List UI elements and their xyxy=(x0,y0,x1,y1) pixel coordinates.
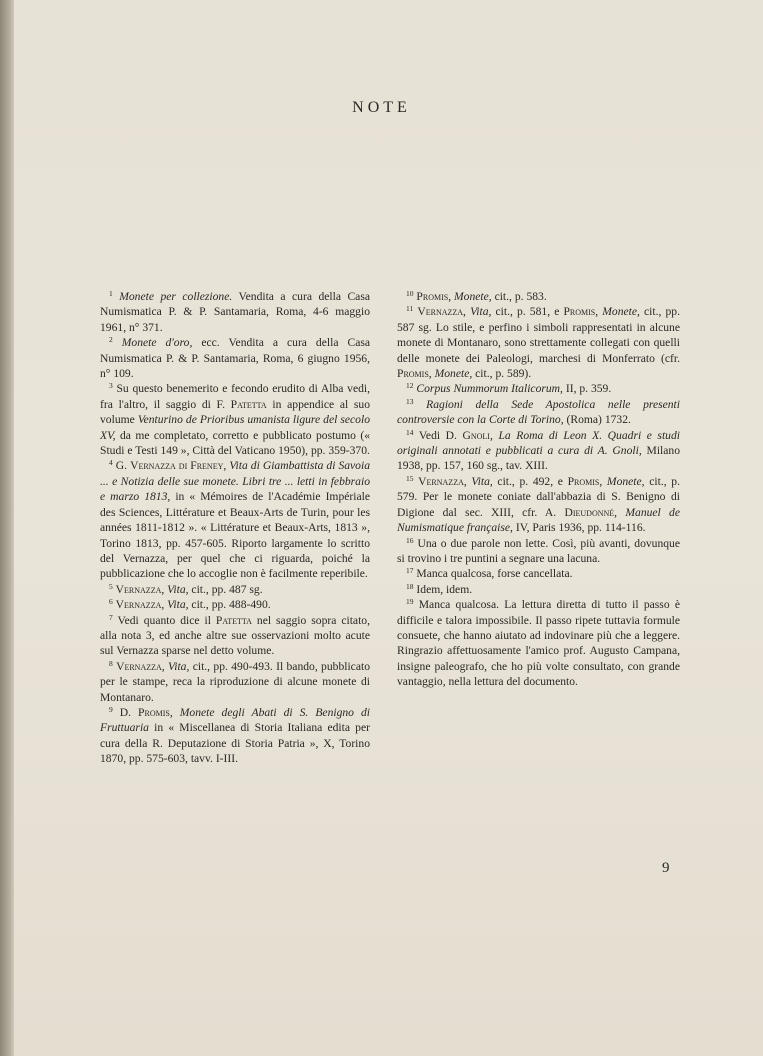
footnote-16: $^{16}$ Una o due parole non lette. Così, più avanti, dovunque si trovino i tre puntini a segnare una lacuna. xyxy=(397,535,680,565)
footnote-4: $^4$ G. Vernazza di Freney, Vita di Giambattista di Savoia ... e Notizia delle sue monete. Libri tre ... letti in febbraio e marzo 1813, in « Mémoires de l'Académie Impériale des Sciences, Littérature et Beaux-Arts de Turin, pour les années 1811-1812 ». « Littérature et Beaux-Arts, 1813 », Torino 1813, pp. 457-605. Riporto largamente lo scritto del Vernazza, per quel che ci riguarda, poiché la pubblicazione che lo accoglie non è facilmente reperibile. xyxy=(100,458,371,581)
footnote-5: $^5$ Vernazza, Vita, cit., pp. 487 sg. xyxy=(109,581,263,596)
footnote-1: $^1$ Monete per collezione. Vendita a cura della Casa Numismatica P. & P. Santamaria, Roma, 4-6 maggio 1961, n° 371. xyxy=(100,289,370,334)
footnote-13: $^{13}$ Ragioni della Sede Apostolica nelle presenti controversie con la Corte di Torino, (Roma) 1732. xyxy=(397,396,680,427)
footnote-18: $^{18}$ Idem, idem. xyxy=(406,581,473,596)
notes-column-right xyxy=(397,289,680,690)
page-number: 9 xyxy=(662,860,670,876)
footnote-17: $^{17}$ Manca qualcosa, forse cancellata. xyxy=(406,566,573,581)
footnote-6: $^6$ Vernazza, Vita, cit., pp. 488-490. xyxy=(109,597,271,612)
footnote-8: $^8$ Vernazza, Vita, cit., pp. 490-493. Il bando, pubblicato per le stampe, reca la riproduzione di alcune monete di Montanaro. xyxy=(100,658,370,704)
footnote-10: $^{10}$ Promis, Monete, cit., p. 583. xyxy=(406,289,547,303)
footnote-14: $^{14}$ Vedi D. Gnoli, La Roma di Leon X. Quadri e studi originali annotati e pubblicati a cura di A. Gnoli, Milano 1938, pp. 157, 160 sg., tav. XIII. xyxy=(397,427,680,473)
footnote-19: $^{19}$ Manca qualcosa. La lettura diretta di tutto il passo è difficile e talora impossibile. Il passo ripete tuttavia formule consuete, che hanno aiutato ad indovinare più che a leggere. Ringrazio affettuosamente l'amico prof. Augusto Campana, insigne paleografo, che ho più volte consultato, con grande vantaggio, nella lettura del documento. xyxy=(397,597,680,689)
footnote-15: $^{15}$ Vernazza, Vita, cit., p. 492, e Promis, Monete, cit., p. 579. Per le monete coniate dall'abbazia di S. Benigno di Digione dal sec. XIII, cfr. A. Dieudonné, Manuel de Numismatique française, IV, Paris 1936, pp. 114-116. xyxy=(397,473,680,535)
footnote-9: $^9$ D. Promis, Monete degli Abati di S. Benigno di Fruttuaria in « Miscellanea di Storia Italiana edita per cura della R. Deputazione di Storia Patria », X, Torino 1870, pp. 575-603, tavv. I-III. xyxy=(100,704,370,766)
footnote-11: $^{11}$ Vernazza, Vita, cit., p. 581, e Promis, Monete, cit., pp. 587 sg. Lo stile, e perfino i simboli rappresentati in alcune monete di Montanaro, sono strettamente collegati con quelli delle monete dei Paleologi, marchesi di Monferrato (cfr. Promis, Monete, cit., p. 589). xyxy=(397,304,680,381)
footnote-3: $^3$ Su questo benemerito e fecondo erudito di Alba vedi, fra l'altro, il saggio di F. Patetta in appendice al suo volume Venturino de Prioribus umanista ligure del secolo XV, da me completato, corretto e pubblicato postumo (« Studi e Testi 149 », Città del Vaticano 1950), pp. 359-370. xyxy=(100,381,371,458)
footnote-2: $^2$ Monete d'oro, ecc. Vendita a cura della Casa Numismatica P. & P. Santamaria, Roma, 6 giugno 1956, n° 109. xyxy=(100,335,370,381)
footnote-7: $^7$ Vedi quanto dice il Patetta nel saggio sopra citato, alla nota 3, ed anche altre sue osservazioni molto acute sul Vernazza sparse nel detto volume. xyxy=(100,612,370,658)
page-title: NOTE xyxy=(352,99,411,116)
footnote-12: $^{12}$ Corpus Nummorum Italicorum, II, p. 359. xyxy=(406,381,612,396)
notes-column-left xyxy=(100,289,370,767)
